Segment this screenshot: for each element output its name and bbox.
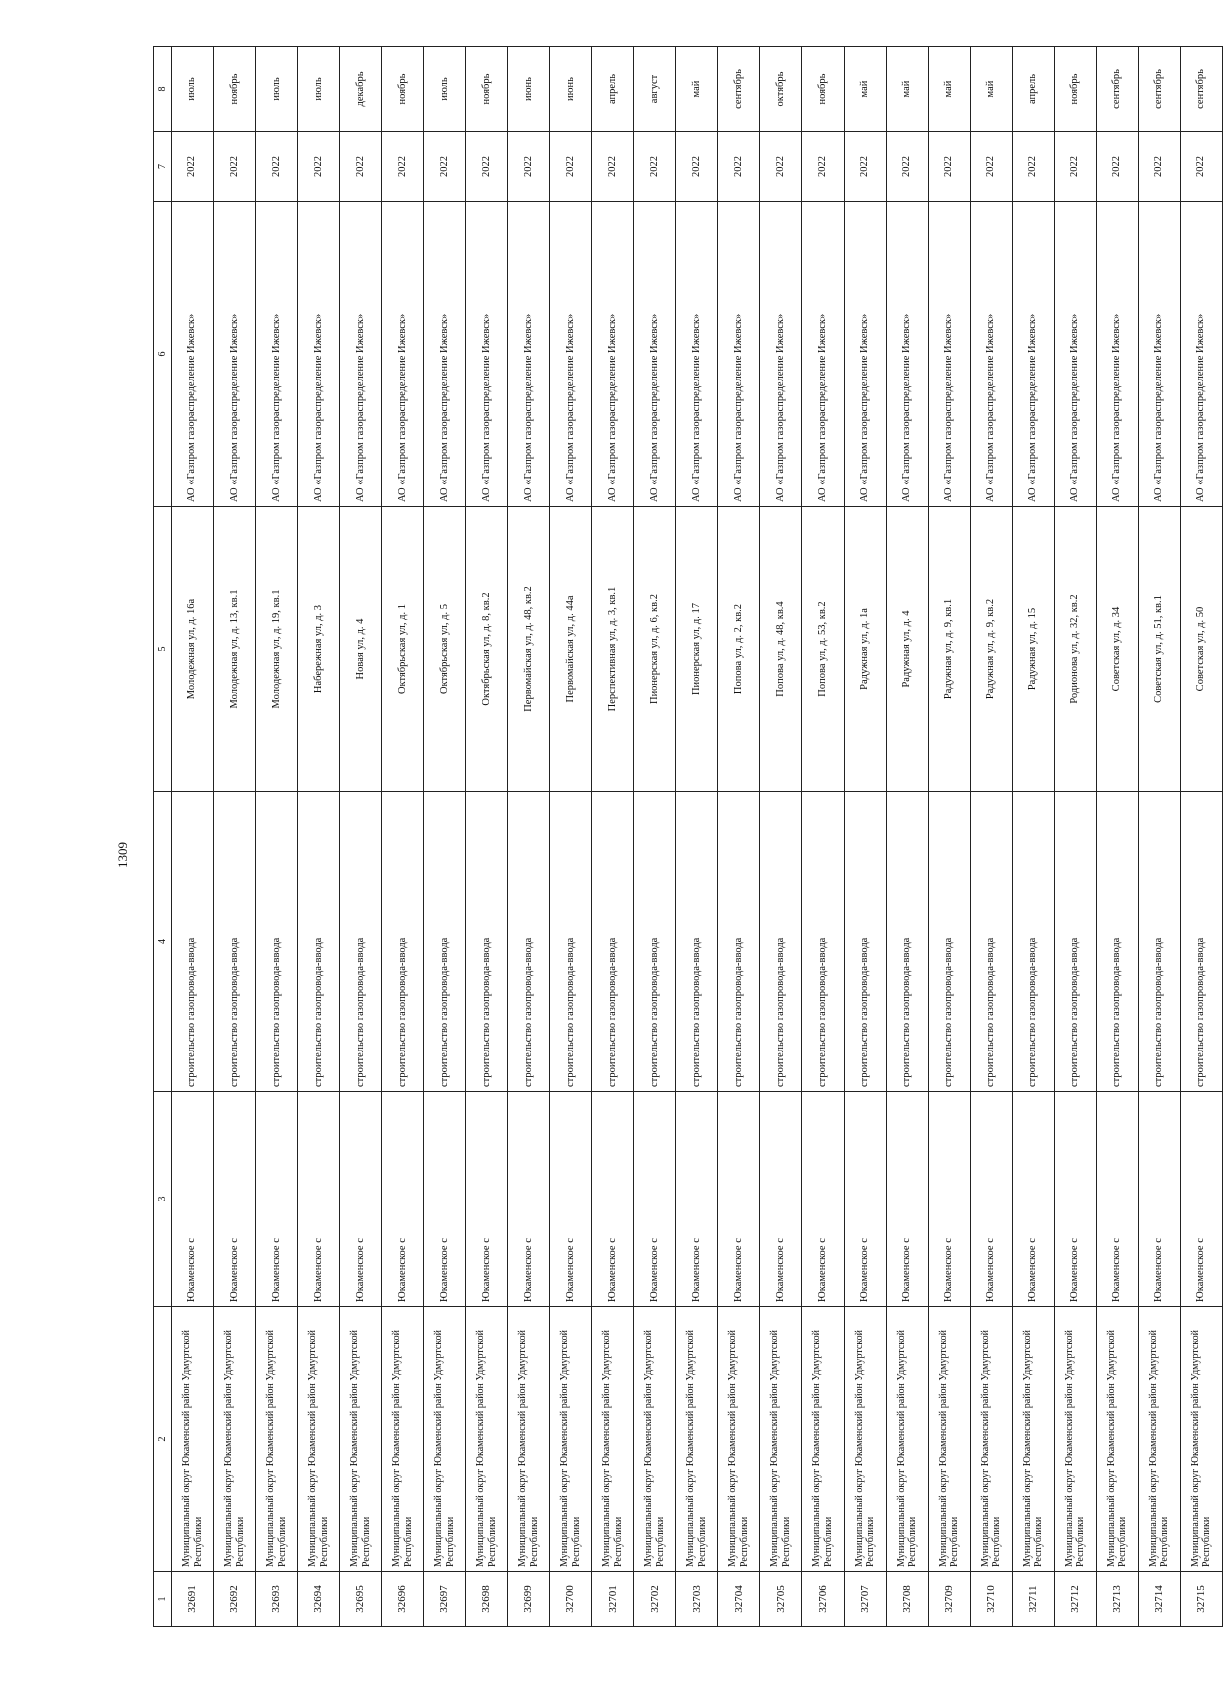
row-number: 32695 bbox=[340, 1572, 382, 1627]
table-row bbox=[844, 47, 886, 1627]
row-number: 32698 bbox=[466, 1572, 508, 1627]
year-cell: 2022 bbox=[802, 132, 844, 202]
work-type-cell: строительство газопровода-ввода bbox=[970, 792, 1012, 1092]
table-row bbox=[508, 47, 550, 1627]
operator-cell: АО «Газпром газораспределение Ижевск» bbox=[1180, 202, 1222, 507]
operator-cell: АО «Газпром газораспределение Ижевск» bbox=[424, 202, 466, 507]
municipality-cell: Муниципальный округ Юкаменский район Удмуртской Республики bbox=[928, 1307, 970, 1572]
municipality-cell: Муниципальный округ Юкаменский район Удмуртской Республики bbox=[802, 1307, 844, 1572]
settlement-cell: Юкаменское с bbox=[634, 1092, 676, 1307]
month-cell: сентябрь bbox=[1138, 47, 1180, 132]
address-cell: Пионерская ул, д. 6, кв.2 bbox=[634, 507, 676, 792]
work-type-cell: строительство газопровода-ввода bbox=[382, 792, 424, 1092]
address-cell: Набережная ул, д. 3 bbox=[298, 507, 340, 792]
address-cell: Попова ул, д. 48, кв.4 bbox=[760, 507, 802, 792]
gas-connection-table bbox=[153, 46, 1223, 1627]
year-cell: 2022 bbox=[340, 132, 382, 202]
municipality-cell: Муниципальный округ Юкаменский район Удмуртской Республики bbox=[466, 1307, 508, 1572]
table-row bbox=[214, 47, 256, 1627]
month-cell: октябрь bbox=[760, 47, 802, 132]
operator-cell: АО «Газпром газораспределение Ижевск» bbox=[760, 202, 802, 507]
month-cell: июль bbox=[172, 47, 214, 132]
operator-cell: АО «Газпром газораспределение Ижевск» bbox=[1012, 202, 1054, 507]
column-header: 4 bbox=[154, 792, 172, 1092]
work-type-cell: строительство газопровода-ввода bbox=[844, 792, 886, 1092]
operator-cell: АО «Газпром газораспределение Ижевск» bbox=[844, 202, 886, 507]
operator-cell: АО «Газпром газораспределение Ижевск» bbox=[172, 202, 214, 507]
row-number: 32705 bbox=[760, 1572, 802, 1627]
operator-cell: АО «Газпром газораспределение Ижевск» bbox=[256, 202, 298, 507]
month-cell: апрель bbox=[1012, 47, 1054, 132]
year-cell: 2022 bbox=[172, 132, 214, 202]
row-number: 32696 bbox=[382, 1572, 424, 1627]
row-number: 32711 bbox=[1012, 1572, 1054, 1627]
operator-cell: АО «Газпром газораспределение Ижевск» bbox=[592, 202, 634, 507]
month-cell: апрель bbox=[592, 47, 634, 132]
settlement-cell: Юкаменское с bbox=[298, 1092, 340, 1307]
year-cell: 2022 bbox=[256, 132, 298, 202]
work-type-cell: строительство газопровода-ввода bbox=[928, 792, 970, 1092]
municipality-cell: Муниципальный округ Юкаменский район Удмуртской Республики bbox=[1180, 1307, 1222, 1572]
column-header: 8 bbox=[154, 47, 172, 132]
address-cell: Советская ул, д. 50 bbox=[1180, 507, 1222, 792]
row-number: 32703 bbox=[676, 1572, 718, 1627]
operator-cell: АО «Газпром газораспределение Ижевск» bbox=[886, 202, 928, 507]
work-type-cell: строительство газопровода-ввода bbox=[340, 792, 382, 1092]
month-cell: ноябрь bbox=[466, 47, 508, 132]
settlement-cell: Юкаменское с bbox=[382, 1092, 424, 1307]
table-row bbox=[1096, 47, 1138, 1627]
row-number: 32704 bbox=[718, 1572, 760, 1627]
month-cell: август bbox=[634, 47, 676, 132]
address-cell: Родионова ул, д. 32, кв.2 bbox=[1054, 507, 1096, 792]
table-row bbox=[1054, 47, 1096, 1627]
municipality-cell: Муниципальный округ Юкаменский район Удмуртской Республики bbox=[844, 1307, 886, 1572]
year-cell: 2022 bbox=[886, 132, 928, 202]
year-cell: 2022 bbox=[466, 132, 508, 202]
operator-cell: АО «Газпром газораспределение Ижевск» bbox=[928, 202, 970, 507]
month-cell: июнь bbox=[508, 47, 550, 132]
month-cell: ноябрь bbox=[382, 47, 424, 132]
municipality-cell: Муниципальный округ Юкаменский район Удмуртской Республики bbox=[634, 1307, 676, 1572]
operator-cell: АО «Газпром газораспределение Ижевск» bbox=[382, 202, 424, 507]
row-number: 32693 bbox=[256, 1572, 298, 1627]
table-row bbox=[466, 47, 508, 1627]
operator-cell: АО «Газпром газораспределение Ижевск» bbox=[466, 202, 508, 507]
municipality-cell: Муниципальный округ Юкаменский район Удмуртской Республики bbox=[676, 1307, 718, 1572]
settlement-cell: Юкаменское с bbox=[550, 1092, 592, 1307]
year-cell: 2022 bbox=[298, 132, 340, 202]
month-cell: ноябрь bbox=[1054, 47, 1096, 132]
address-cell: Молодежная ул, д. 16а bbox=[172, 507, 214, 792]
settlement-cell: Юкаменское с bbox=[340, 1092, 382, 1307]
month-cell: июль bbox=[424, 47, 466, 132]
work-type-cell: строительство газопровода-ввода bbox=[508, 792, 550, 1092]
month-cell: май bbox=[676, 47, 718, 132]
work-type-cell: строительство газопровода-ввода bbox=[1054, 792, 1096, 1092]
municipality-cell: Муниципальный округ Юкаменский район Удмуртской Республики bbox=[718, 1307, 760, 1572]
row-number: 32714 bbox=[1138, 1572, 1180, 1627]
table-row bbox=[928, 47, 970, 1627]
month-cell: ноябрь bbox=[214, 47, 256, 132]
settlement-cell: Юкаменское с bbox=[928, 1092, 970, 1307]
operator-cell: АО «Газпром газораспределение Ижевск» bbox=[214, 202, 256, 507]
address-cell: Октябрьская ул, д. 8, кв.2 bbox=[466, 507, 508, 792]
municipality-cell: Муниципальный округ Юкаменский район Удмуртской Республики bbox=[550, 1307, 592, 1572]
settlement-cell: Юкаменское с bbox=[802, 1092, 844, 1307]
month-cell: сентябрь bbox=[1096, 47, 1138, 132]
table-row bbox=[802, 47, 844, 1627]
municipality-cell: Муниципальный округ Юкаменский район Удмуртской Республики bbox=[592, 1307, 634, 1572]
address-cell: Октябрьская ул, д. 5 bbox=[424, 507, 466, 792]
address-cell: Радужная ул, д. 4 bbox=[886, 507, 928, 792]
table-row bbox=[886, 47, 928, 1627]
work-type-cell: строительство газопровода-ввода bbox=[298, 792, 340, 1092]
municipality-cell: Муниципальный округ Юкаменский район Удмуртской Республики bbox=[256, 1307, 298, 1572]
settlement-cell: Юкаменское с bbox=[1012, 1092, 1054, 1307]
municipality-cell: Муниципальный округ Юкаменский район Удмуртской Республики bbox=[886, 1307, 928, 1572]
work-type-cell: строительство газопровода-ввода bbox=[1012, 792, 1054, 1092]
settlement-cell: Юкаменское с bbox=[1138, 1092, 1180, 1307]
year-cell: 2022 bbox=[970, 132, 1012, 202]
work-type-cell: строительство газопровода-ввода bbox=[1138, 792, 1180, 1092]
address-cell: Советская ул, д. 51, кв.1 bbox=[1138, 507, 1180, 792]
table-row bbox=[592, 47, 634, 1627]
settlement-cell: Юкаменское с bbox=[886, 1092, 928, 1307]
operator-cell: АО «Газпром газораспределение Ижевск» bbox=[676, 202, 718, 507]
work-type-cell: строительство газопровода-ввода bbox=[424, 792, 466, 1092]
column-header: 5 bbox=[154, 507, 172, 792]
year-cell: 2022 bbox=[508, 132, 550, 202]
month-cell: июнь bbox=[550, 47, 592, 132]
settlement-cell: Юкаменское с bbox=[466, 1092, 508, 1307]
table-row bbox=[676, 47, 718, 1627]
row-number: 32715 bbox=[1180, 1572, 1222, 1627]
row-number: 32710 bbox=[970, 1572, 1012, 1627]
municipality-cell: Муниципальный округ Юкаменский район Удмуртской Республики bbox=[970, 1307, 1012, 1572]
address-cell: Перспективная ул, д. 3, кв.1 bbox=[592, 507, 634, 792]
table-row bbox=[382, 47, 424, 1627]
address-cell: Пионерская ул, д. 17 bbox=[676, 507, 718, 792]
row-number: 32708 bbox=[886, 1572, 928, 1627]
address-cell: Новая ул, д. 4 bbox=[340, 507, 382, 792]
work-type-cell: строительство газопровода-ввода bbox=[634, 792, 676, 1092]
year-cell: 2022 bbox=[634, 132, 676, 202]
settlement-cell: Юкаменское с bbox=[1180, 1092, 1222, 1307]
table-row bbox=[1180, 47, 1222, 1627]
address-cell: Первомайская ул, д. 44а bbox=[550, 507, 592, 792]
header-row bbox=[154, 47, 172, 1627]
row-number: 32692 bbox=[214, 1572, 256, 1627]
table-row bbox=[718, 47, 760, 1627]
row-number: 32699 bbox=[508, 1572, 550, 1627]
year-cell: 2022 bbox=[1012, 132, 1054, 202]
column-header: 2 bbox=[154, 1307, 172, 1572]
month-cell: май bbox=[928, 47, 970, 132]
table-row bbox=[256, 47, 298, 1627]
operator-cell: АО «Газпром газораспределение Ижевск» bbox=[1096, 202, 1138, 507]
operator-cell: АО «Газпром газораспределение Ижевск» bbox=[508, 202, 550, 507]
work-type-cell: строительство газопровода-ввода bbox=[676, 792, 718, 1092]
municipality-cell: Муниципальный округ Юкаменский район Удмуртской Республики bbox=[382, 1307, 424, 1572]
row-number: 32701 bbox=[592, 1572, 634, 1627]
municipality-cell: Муниципальный округ Юкаменский район Удмуртской Республики bbox=[1012, 1307, 1054, 1572]
address-cell: Радужная ул, д. 9, кв.2 bbox=[970, 507, 1012, 792]
work-type-cell: строительство газопровода-ввода bbox=[718, 792, 760, 1092]
settlement-cell: Юкаменское с bbox=[424, 1092, 466, 1307]
settlement-cell: Юкаменское с bbox=[676, 1092, 718, 1307]
month-cell: ноябрь bbox=[802, 47, 844, 132]
operator-cell: АО «Газпром газораспределение Ижевск» bbox=[1054, 202, 1096, 507]
column-header: 6 bbox=[154, 202, 172, 507]
year-cell: 2022 bbox=[214, 132, 256, 202]
year-cell: 2022 bbox=[1138, 132, 1180, 202]
year-cell: 2022 bbox=[844, 132, 886, 202]
month-cell: май bbox=[970, 47, 1012, 132]
year-cell: 2022 bbox=[1096, 132, 1138, 202]
work-type-cell: строительство газопровода-ввода bbox=[466, 792, 508, 1092]
operator-cell: АО «Газпром газораспределение Ижевск» bbox=[550, 202, 592, 507]
year-cell: 2022 bbox=[424, 132, 466, 202]
address-cell: Попова ул, д. 53, кв.2 bbox=[802, 507, 844, 792]
year-cell: 2022 bbox=[550, 132, 592, 202]
table-row bbox=[634, 47, 676, 1627]
month-cell: июль bbox=[256, 47, 298, 132]
month-cell: май bbox=[886, 47, 928, 132]
row-number: 32706 bbox=[802, 1572, 844, 1627]
work-type-cell: строительство газопровода-ввода bbox=[1096, 792, 1138, 1092]
year-cell: 2022 bbox=[718, 132, 760, 202]
table-row bbox=[424, 47, 466, 1627]
year-cell: 2022 bbox=[760, 132, 802, 202]
municipality-cell: Муниципальный округ Юкаменский район Удмуртской Республики bbox=[424, 1307, 466, 1572]
work-type-cell: строительство газопровода-ввода bbox=[760, 792, 802, 1092]
operator-cell: АО «Газпром газораспределение Ижевск» bbox=[298, 202, 340, 507]
settlement-cell: Юкаменское с bbox=[718, 1092, 760, 1307]
address-cell: Попова ул, д. 2, кв.2 bbox=[718, 507, 760, 792]
settlement-cell: Юкаменское с bbox=[970, 1092, 1012, 1307]
operator-cell: АО «Газпром газораспределение Ижевск» bbox=[634, 202, 676, 507]
row-number: 32713 bbox=[1096, 1572, 1138, 1627]
settlement-cell: Юкаменское с bbox=[844, 1092, 886, 1307]
month-cell: декабрь bbox=[340, 47, 382, 132]
row-number: 32697 bbox=[424, 1572, 466, 1627]
address-cell: Радужная ул, д. 15 bbox=[1012, 507, 1054, 792]
month-cell: сентябрь bbox=[1180, 47, 1222, 132]
settlement-cell: Юкаменское с bbox=[172, 1092, 214, 1307]
municipality-cell: Муниципальный округ Юкаменский район Удмуртской Республики bbox=[340, 1307, 382, 1572]
year-cell: 2022 bbox=[928, 132, 970, 202]
settlement-cell: Юкаменское с bbox=[256, 1092, 298, 1307]
row-number: 32700 bbox=[550, 1572, 592, 1627]
municipality-cell: Муниципальный округ Юкаменский район Удмуртской Республики bbox=[298, 1307, 340, 1572]
month-cell: июль bbox=[298, 47, 340, 132]
table-row bbox=[550, 47, 592, 1627]
page-number: 1309 bbox=[115, 842, 130, 868]
settlement-cell: Юкаменское с bbox=[1054, 1092, 1096, 1307]
year-cell: 2022 bbox=[676, 132, 718, 202]
row-number: 32694 bbox=[298, 1572, 340, 1627]
row-number: 32707 bbox=[844, 1572, 886, 1627]
table-row bbox=[1138, 47, 1180, 1627]
row-number: 32712 bbox=[1054, 1572, 1096, 1627]
address-cell: Молодежная ул, д. 13, кв.1 bbox=[214, 507, 256, 792]
column-header: 3 bbox=[154, 1092, 172, 1307]
operator-cell: АО «Газпром газораспределение Ижевск» bbox=[802, 202, 844, 507]
year-cell: 2022 bbox=[382, 132, 424, 202]
month-cell: сентябрь bbox=[718, 47, 760, 132]
row-number: 32702 bbox=[634, 1572, 676, 1627]
table-row bbox=[298, 47, 340, 1627]
operator-cell: АО «Газпром газораспределение Ижевск» bbox=[340, 202, 382, 507]
work-type-cell: строительство газопровода-ввода bbox=[172, 792, 214, 1092]
table-row bbox=[172, 47, 214, 1627]
settlement-cell: Юкаменское с bbox=[214, 1092, 256, 1307]
table-row bbox=[1012, 47, 1054, 1627]
municipality-cell: Муниципальный округ Юкаменский район Удмуртской Республики bbox=[508, 1307, 550, 1572]
work-type-cell: строительство газопровода-ввода bbox=[1180, 792, 1222, 1092]
settlement-cell: Юкаменское с bbox=[760, 1092, 802, 1307]
address-cell: Радужная ул, д. 9, кв.1 bbox=[928, 507, 970, 792]
work-type-cell: строительство газопровода-ввода bbox=[886, 792, 928, 1092]
settlement-cell: Юкаменское с bbox=[592, 1092, 634, 1307]
municipality-cell: Муниципальный округ Юкаменский район Удмуртской Республики bbox=[172, 1307, 214, 1572]
address-cell: Октябрьская ул, д. 1 bbox=[382, 507, 424, 792]
rotated-table-container bbox=[153, 47, 1223, 1627]
month-cell: май bbox=[844, 47, 886, 132]
municipality-cell: Муниципальный округ Юкаменский район Удмуртской Республики bbox=[760, 1307, 802, 1572]
row-number: 32691 bbox=[172, 1572, 214, 1627]
year-cell: 2022 bbox=[1054, 132, 1096, 202]
municipality-cell: Муниципальный округ Юкаменский район Удмуртской Республики bbox=[1138, 1307, 1180, 1572]
work-type-cell: строительство газопровода-ввода bbox=[592, 792, 634, 1092]
column-header: 1 bbox=[154, 1572, 172, 1627]
table-body bbox=[172, 47, 1223, 1627]
address-cell: Советская ул, д. 34 bbox=[1096, 507, 1138, 792]
address-cell: Молодежная ул, д. 19, кв.1 bbox=[256, 507, 298, 792]
table-row bbox=[340, 47, 382, 1627]
municipality-cell: Муниципальный округ Юкаменский район Удмуртской Республики bbox=[1096, 1307, 1138, 1572]
settlement-cell: Юкаменское с bbox=[1096, 1092, 1138, 1307]
column-header: 7 bbox=[154, 132, 172, 202]
operator-cell: АО «Газпром газораспределение Ижевск» bbox=[1138, 202, 1180, 507]
settlement-cell: Юкаменское с bbox=[508, 1092, 550, 1307]
work-type-cell: строительство газопровода-ввода bbox=[256, 792, 298, 1092]
address-cell: Радужная ул, д. 1а bbox=[844, 507, 886, 792]
operator-cell: АО «Газпром газораспределение Ижевск» bbox=[718, 202, 760, 507]
year-cell: 2022 bbox=[592, 132, 634, 202]
work-type-cell: строительство газопровода-ввода bbox=[550, 792, 592, 1092]
municipality-cell: Муниципальный округ Юкаменский район Удмуртской Республики bbox=[214, 1307, 256, 1572]
work-type-cell: строительство газопровода-ввода bbox=[802, 792, 844, 1092]
table-row bbox=[970, 47, 1012, 1627]
municipality-cell: Муниципальный округ Юкаменский район Удмуртской Республики bbox=[1054, 1307, 1096, 1572]
row-number: 32709 bbox=[928, 1572, 970, 1627]
address-cell: Первомайская ул, д. 48, кв.2 bbox=[508, 507, 550, 792]
work-type-cell: строительство газопровода-ввода bbox=[214, 792, 256, 1092]
operator-cell: АО «Газпром газораспределение Ижевск» bbox=[970, 202, 1012, 507]
year-cell: 2022 bbox=[1180, 132, 1222, 202]
table-row bbox=[760, 47, 802, 1627]
